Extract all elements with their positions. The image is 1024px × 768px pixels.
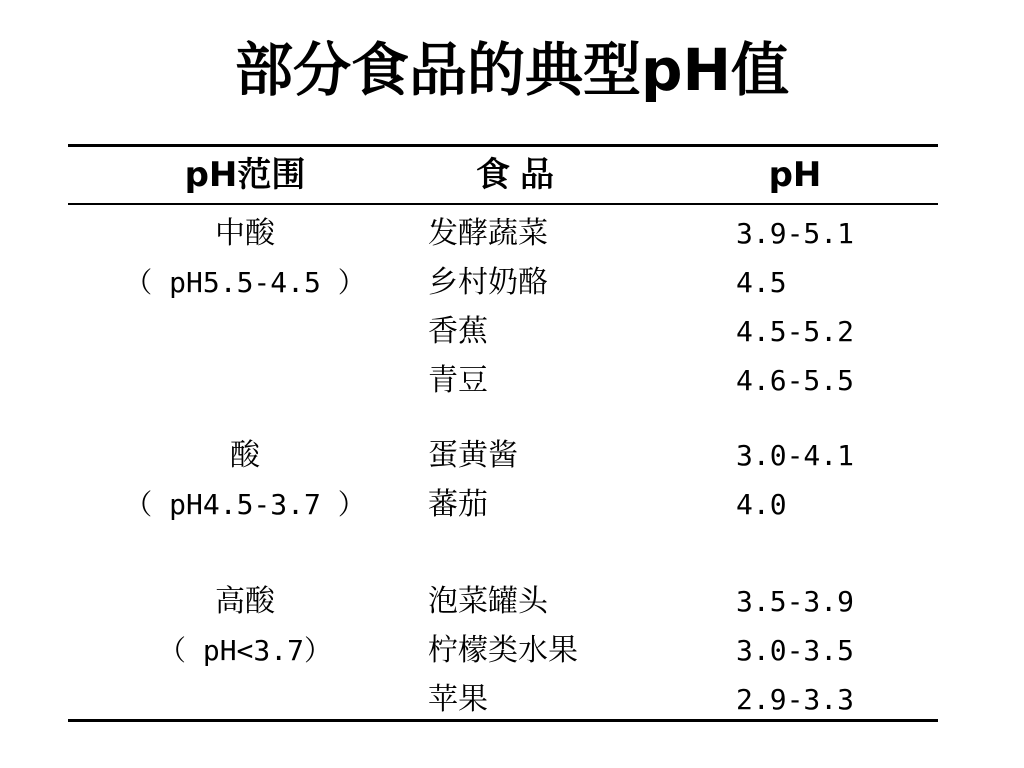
group-range-acid: （ pH4.5-3.7 ） xyxy=(124,488,366,521)
ph-value: 4.6-5.5 xyxy=(736,364,855,397)
food-item: 青豆 xyxy=(428,363,488,398)
ph-value: 3.5-3.9 xyxy=(736,585,855,618)
header-ph-range: pH范围 xyxy=(184,155,306,195)
ph-value: 3.9-5.1 xyxy=(736,217,855,250)
ph-value: 3.0-4.1 xyxy=(736,439,855,472)
group-name-acid: 酸 xyxy=(230,438,260,473)
header-food: 食品 xyxy=(476,155,564,195)
page-title: 部分食品的典型pH值 xyxy=(234,36,790,104)
food-item: 蕃茄 xyxy=(428,487,488,522)
group-name-high-acid: 高酸 xyxy=(215,584,275,619)
ph-value: 4.0 xyxy=(736,488,787,521)
ph-value: 4.5 xyxy=(736,266,787,299)
food-item: 苹果 xyxy=(428,682,488,717)
ph-value: 4.5-5.2 xyxy=(736,315,855,348)
ph-value: 3.0-3.5 xyxy=(736,634,855,667)
ph-value: 2.9-3.3 xyxy=(736,683,855,716)
food-item: 柠檬类水果 xyxy=(428,633,578,668)
food-item: 蛋黄酱 xyxy=(428,438,518,473)
food-item: 发酵蔬菜 xyxy=(428,216,548,251)
food-item: 香蕉 xyxy=(428,314,488,349)
table-top-rule xyxy=(68,144,938,147)
table-bottom-rule xyxy=(68,719,938,722)
group-range-medium-acid: （ pH5.5-4.5 ） xyxy=(124,266,366,299)
group-name-medium-acid: 中酸 xyxy=(215,216,275,251)
header-divider-rule xyxy=(68,203,938,205)
food-item: 乡村奶酪 xyxy=(428,265,548,300)
header-ph: pH xyxy=(768,155,822,195)
group-range-high-acid: （ pH<3.7） xyxy=(157,634,332,667)
food-item: 泡菜罐头 xyxy=(428,584,548,619)
